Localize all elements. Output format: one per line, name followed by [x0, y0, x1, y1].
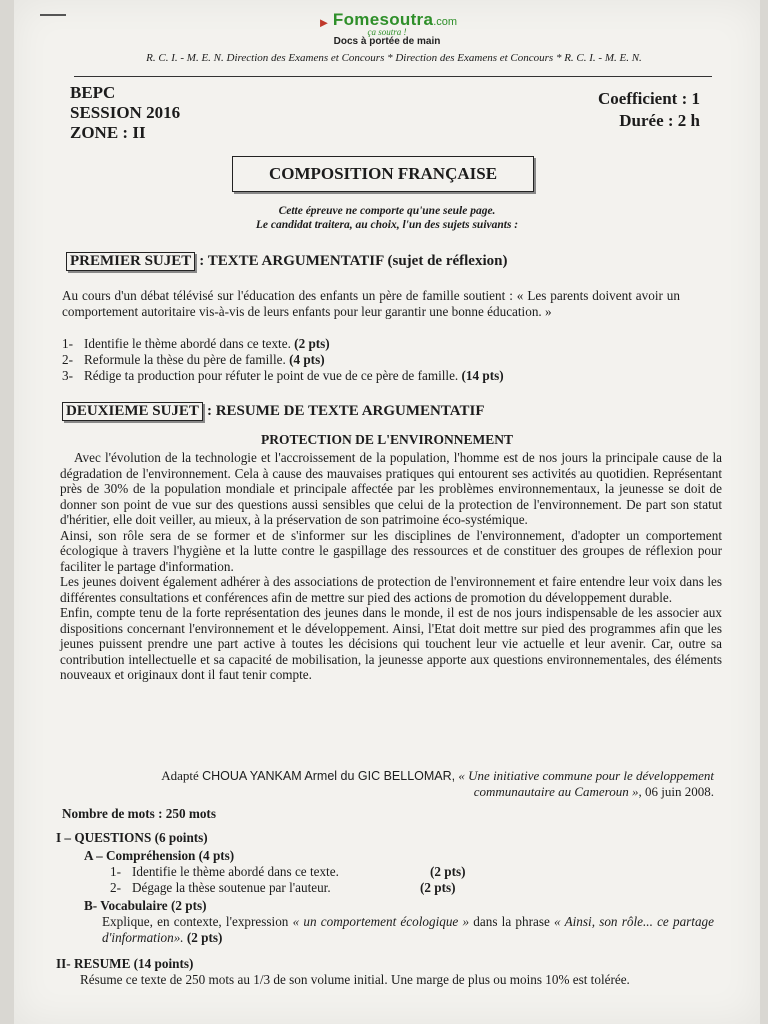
subject2-title: : RESUME DE TEXTE ARGUMENTATIF [206, 403, 485, 419]
comprehension-question-2: 2- Dégage la thèse soutenue par l'auteur. (2 pts) [110, 880, 456, 895]
subject1-question-1: 1- Identifie le thème abordé dans ce texte. (2 pts) [62, 336, 330, 351]
site-logo [14, 10, 760, 47]
subject2-subtitle: PROTECTION DE L'ENVIRONNEMENT [260, 432, 514, 447]
instruction-line-2: Le candidat traitera, au choix, l'un des sujets suivants : [255, 219, 519, 231]
resume-instruction: Résume ce texte de 250 mots au 1/3 de son volume initial. Une marge de plus ou moins 10% est tolérée. [80, 972, 630, 987]
exam-duration: Durée : 2 h [619, 111, 700, 130]
subject2-heading [62, 402, 485, 421]
exam-info [70, 83, 180, 143]
exam-coefficient: Coefficient : 1 [598, 89, 700, 108]
instructions [14, 204, 760, 232]
subject1-text: Au cours d'un débat télévisé sur l'éducation des enfants un père de famille soutient : « Les parents doivent avoir un comportement autoritaire vis-à-vis de leurs enfants pour leur garantir une bonne éducation. » [62, 288, 680, 319]
exam-sheet [14, 0, 760, 1024]
exam-session: SESSION 2016 [70, 103, 181, 122]
instruction-line-1: Cette épreuve ne comporte qu'une seule page. [278, 205, 496, 217]
logo-name: Fomesoutra [332, 10, 434, 29]
exam-name: BEPC [70, 83, 116, 102]
subject1-title: : TEXTE ARGUMENTATIF (sujet de réflexion) [199, 253, 508, 269]
comprehension-question-1: 1- Identifie le thème abordé dans ce texte. (2 pts) [110, 864, 466, 879]
header-rule [74, 76, 712, 77]
logo-domain: .com [433, 16, 458, 28]
exam-terms [598, 88, 700, 132]
ministry-line: R. C. I. - M. E. N. Direction des Examens et Concours * Direction des Examens et Concours * R. C. I. - M. E. N. [146, 52, 642, 64]
logo-tagline: ça soutra ! [367, 27, 407, 37]
subject1-heading [66, 252, 507, 271]
page-title: COMPOSITION FRANÇAISE [232, 156, 534, 192]
subject1-label: PREMIER SUJET [66, 252, 195, 271]
comprehension-heading: A – Compréhension (4 pts) [84, 848, 235, 863]
attribution: Adapté CHOUA YANKAM Armel du GIC BELLOMAR, « Une initiative commune pour le développement communautaire au Cameroun », 06 juin 2008. [161, 768, 714, 799]
subject1-question-2: 2- Reformule la thèse du père de famille. (4 pts) [62, 352, 325, 367]
text-paragraph-3: Les jeunes doivent également adhérer à des associations de protection de l'environnement et faire entendre leur voix dans les différentes consultations et conférences afin de mettre sur pied des actions de promotion du développement durable. [60, 574, 722, 605]
subject2-text [60, 450, 722, 683]
questions-heading: I – QUESTIONS (6 points) [56, 830, 208, 845]
vocabulary-heading: B- Vocabulaire (2 pts) [84, 898, 207, 913]
text-paragraph-2: Ainsi, son rôle sera de se former et de s'informer sur les disciplines de l'environnement, d'adopter un comportement écologique à travers l'hygiène et la lutte contre le gaspillage des ressources et de constituer des groupes de réflexion pour faciliter le partage d'information. [60, 527, 722, 574]
logo-subtitle: Docs à portée de main [333, 36, 441, 47]
rooster-icon: ► [317, 15, 331, 30]
subject2-label: DEUXIEME SUJET [62, 402, 203, 421]
vocabulary-question: Explique, en contexte, l'expression « un comportement écologique » dans la phrase « Ainsi, son rôle... ce partage d'information». (2 pts) [102, 914, 715, 945]
word-count: Nombre de mots : 250 mots [62, 806, 216, 821]
text-paragraph-1: Avec l'évolution de la technologie et l'accroissement de la population, l'homme est de nos jours la principale cause de la dégradation de l'environnement. Cela à cause des mauvaises pratiques qui entourent ses activités au quotidien. Représentant près de 30% de la population mondiale et principale affectée par les problèmes environnementaux, la jeunesse se doit de donner son point de vue sur des questions aussi sensibles que celui de la protection de l'environnement. De part son statut d'héritier, elle doit veiller, au mieux, à la préservation de son patrimoine éco-systémique. [60, 450, 722, 527]
resume-heading: II- RESUME (14 points) [56, 956, 194, 971]
text-paragraph-4: Enfin, compte tenu de la forte représentation des jeunes dans le monde, il est de nos jours indispensable de les associer aux dispositions concernant l'environnement et le développement. Ainsi, l'Etat doit mettre sur pied des programmes afin que les jeunes puissent prendre une part active à toutes les décisions qui touchent leur vie actuelle et leur avenir. Car, outre sa contribution intellectuelle et sa capacité de mobilisation, la jeunesse apporte aux questions environnementales, des éléments nouveaux et originaux dont il faut tenir compte. [60, 605, 722, 682]
exam-zone: ZONE : II [70, 123, 146, 142]
subject1-question-3: 3- Rédige ta production pour réfuter le point de vue de ce père de famille. (14 pts) [62, 368, 504, 383]
